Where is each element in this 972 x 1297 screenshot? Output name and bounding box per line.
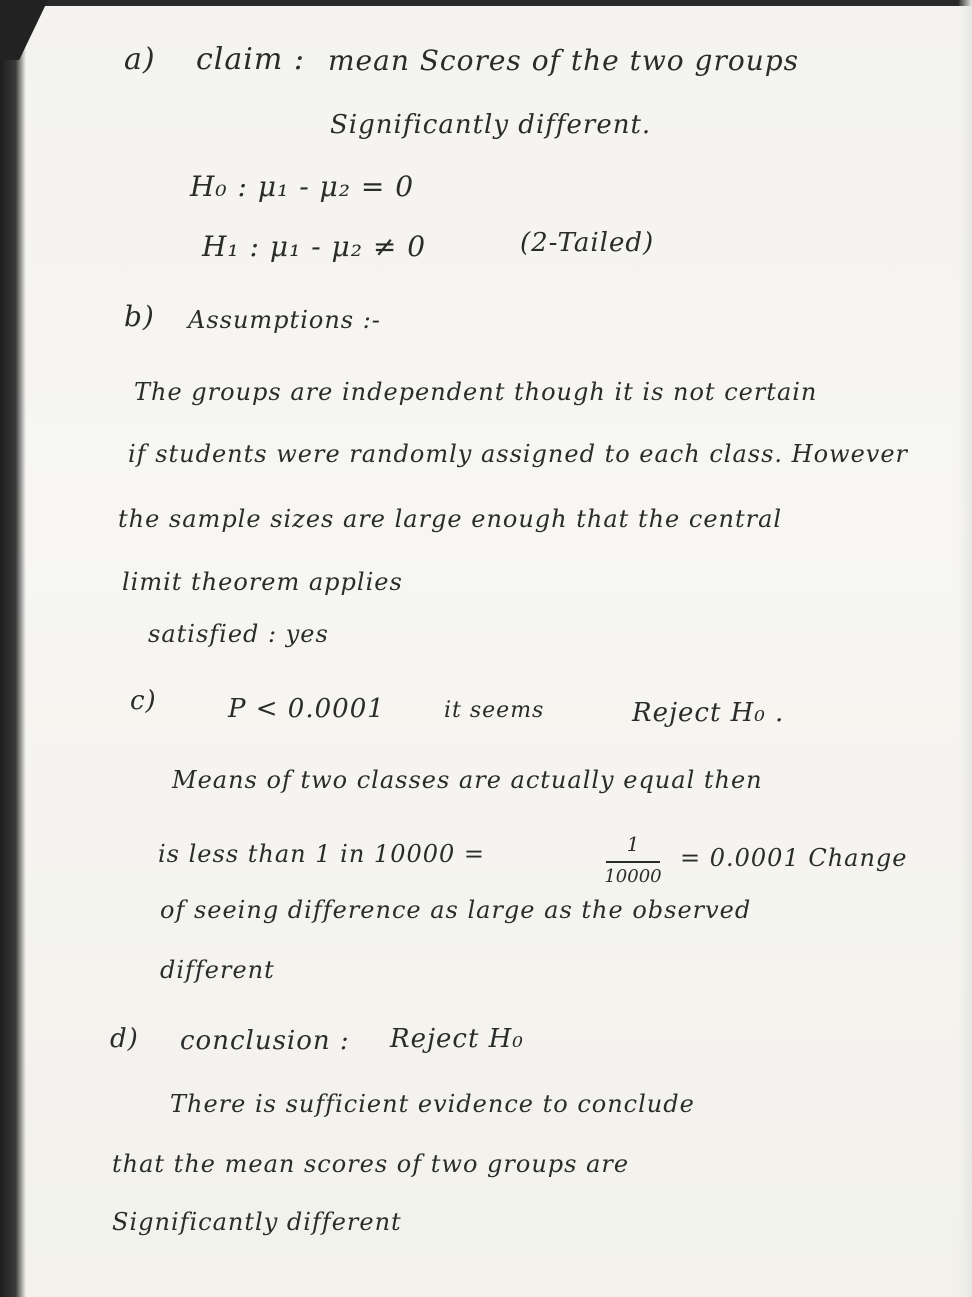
- section-a-marker: a): [124, 42, 156, 77]
- p-value-note: it seems: [444, 698, 545, 723]
- two-tailed-note: (2-Tailed): [520, 228, 655, 258]
- interpretation-line-4: different: [160, 956, 275, 984]
- assumptions-heading: Assumptions :-: [188, 306, 381, 334]
- conclusion-line-2: that the mean scores of two groups are: [112, 1150, 630, 1178]
- assumptions-line-4: limit theorem applies: [122, 568, 403, 596]
- claim-line-1: mean Scores of the two groups: [328, 44, 800, 77]
- fraction-denominator: 10000: [604, 866, 662, 887]
- assumptions-satisfied: satisfied : yes: [148, 620, 329, 648]
- alternative-hypothesis: H₁ : μ₁ - μ₂ ≠ 0: [202, 230, 427, 263]
- reject-null-d: Reject H₀: [390, 1024, 524, 1054]
- assumptions-line-1: The groups are independent though it is not certain: [134, 378, 818, 406]
- interpretation-line-1: Means of two classes are actually equal then: [172, 766, 763, 794]
- fraction-bar: [606, 861, 660, 863]
- scan-edge-right: [958, 0, 972, 1297]
- interpretation-line-2-right: = 0.0001 Change: [680, 844, 908, 872]
- reject-null-c: Reject H₀ .: [632, 698, 785, 728]
- conclusion-line-3: Significantly different: [112, 1208, 402, 1236]
- p-value: P < 0.0001: [228, 694, 385, 724]
- fraction-one-in-ten-thousand: [602, 832, 664, 894]
- claim-line-2: Significantly different.: [330, 110, 652, 140]
- scan-edge-left: [0, 0, 26, 1297]
- section-b-marker: b): [124, 300, 155, 333]
- null-hypothesis: H₀ : μ₁ - μ₂ = 0: [190, 170, 415, 203]
- assumptions-line-3: the sample sizes are large enough that the central: [118, 505, 783, 533]
- interpretation-line-3: of seeing difference as large as the observed: [160, 896, 752, 924]
- interpretation-line-2-left: is less than 1 in 10000 =: [158, 840, 486, 868]
- conclusion-line-1: There is sufficient evidence to conclude: [170, 1090, 695, 1118]
- scan-edge-top: [0, 0, 972, 6]
- section-c-marker: c): [130, 686, 157, 716]
- fraction-numerator: 1: [626, 832, 640, 856]
- assumptions-line-2: if students were randomly assigned to each class. However: [128, 440, 909, 468]
- section-d-marker: d): [110, 1024, 139, 1054]
- claim-label: claim :: [196, 42, 305, 77]
- conclusion-heading: conclusion :: [180, 1026, 350, 1056]
